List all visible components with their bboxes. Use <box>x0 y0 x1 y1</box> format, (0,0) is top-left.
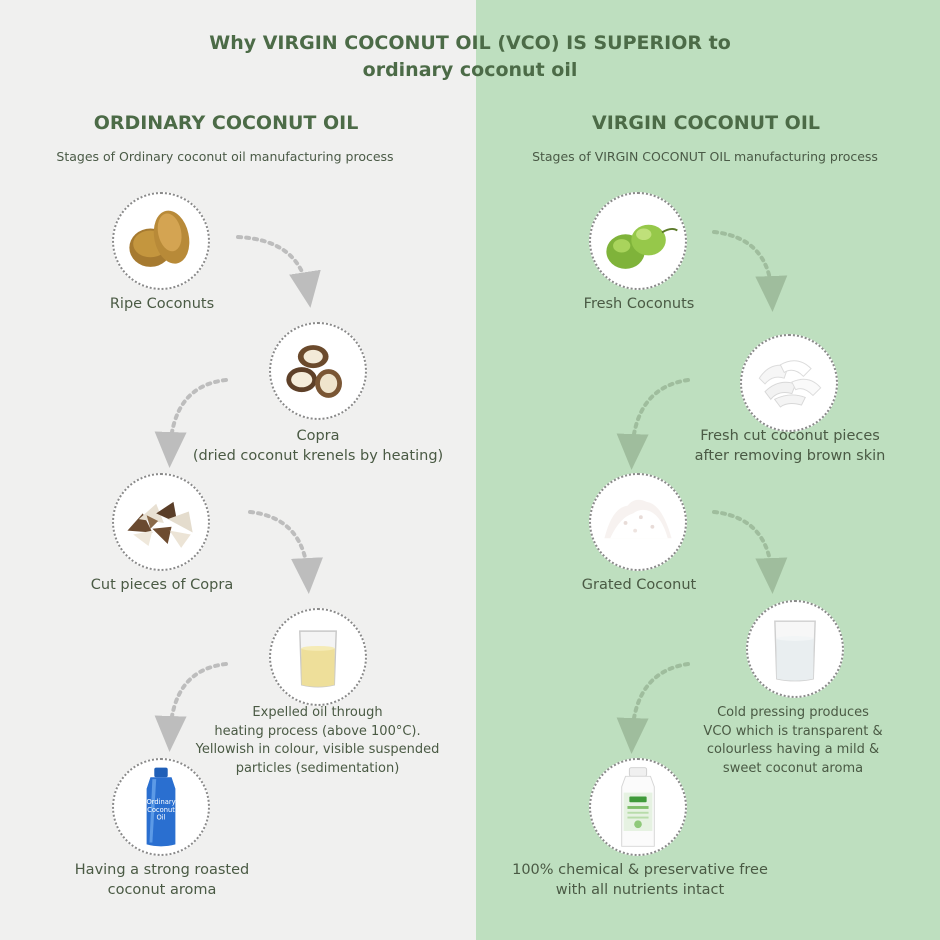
virgin-step-3-label: Grated Coconut <box>581 577 697 593</box>
virgin-step-1-label: Fresh Coconuts <box>583 296 695 312</box>
ordinary-step-5-label: Having a strong roasted coconut aroma <box>74 862 250 898</box>
virgin-heading: VIRGIN COCONUT OIL <box>591 112 820 134</box>
arrow-ordinary-2 <box>170 380 226 452</box>
svg-text:Coconut: Coconut <box>147 805 175 814</box>
arrow-ordinary-1 <box>238 237 308 292</box>
ordinary-step-2-label: Copra (dried coconut krenels by heating) <box>192 428 444 464</box>
virgin-step-2-label: Fresh cut coconut pieces after removing brown skin <box>694 428 886 464</box>
page-title-line-2: ordinary coconut oil <box>362 59 578 81</box>
arrow-ordinary-4 <box>170 664 226 736</box>
arrow-ordinary-3 <box>250 512 308 578</box>
arrow-virgin-3 <box>714 512 772 578</box>
ordinary-subheading: Stages of Ordinary coconut oil manufacturing process <box>56 149 394 164</box>
ordinary-step-3-label: Cut pieces of Copra <box>90 577 234 593</box>
svg-text:Oil: Oil <box>156 813 166 822</box>
ordinary-step-1-label: Ripe Coconuts <box>109 296 215 312</box>
ordinary-heading: ORDINARY COCONUT OIL <box>93 112 359 134</box>
arrow-virgin-4 <box>632 664 688 738</box>
arrow-virgin-2 <box>632 380 688 454</box>
page-title-line-1: Why VIRGIN COCONUT OIL (VCO) IS SUPERIOR to <box>209 32 731 54</box>
virgin-step-5-label: 100% chemical & preservative free with all nutrients intact <box>512 862 768 898</box>
virgin-subheading: Stages of VIRGIN COCONUT OIL manufacturing process <box>532 149 878 164</box>
arrow-virgin-1 <box>714 232 772 296</box>
ordinary-step-4-label: Expelled oil through heating process (above 100°C). Yellowish in colour, visible suspended particles (sedimentation) <box>195 705 440 776</box>
svg-text:Ordinary: Ordinary <box>146 798 176 807</box>
virgin-step-4-label: Cold pressing produces VCO which is transparent & colourless having a mild & sweet coconut aroma <box>703 705 883 776</box>
